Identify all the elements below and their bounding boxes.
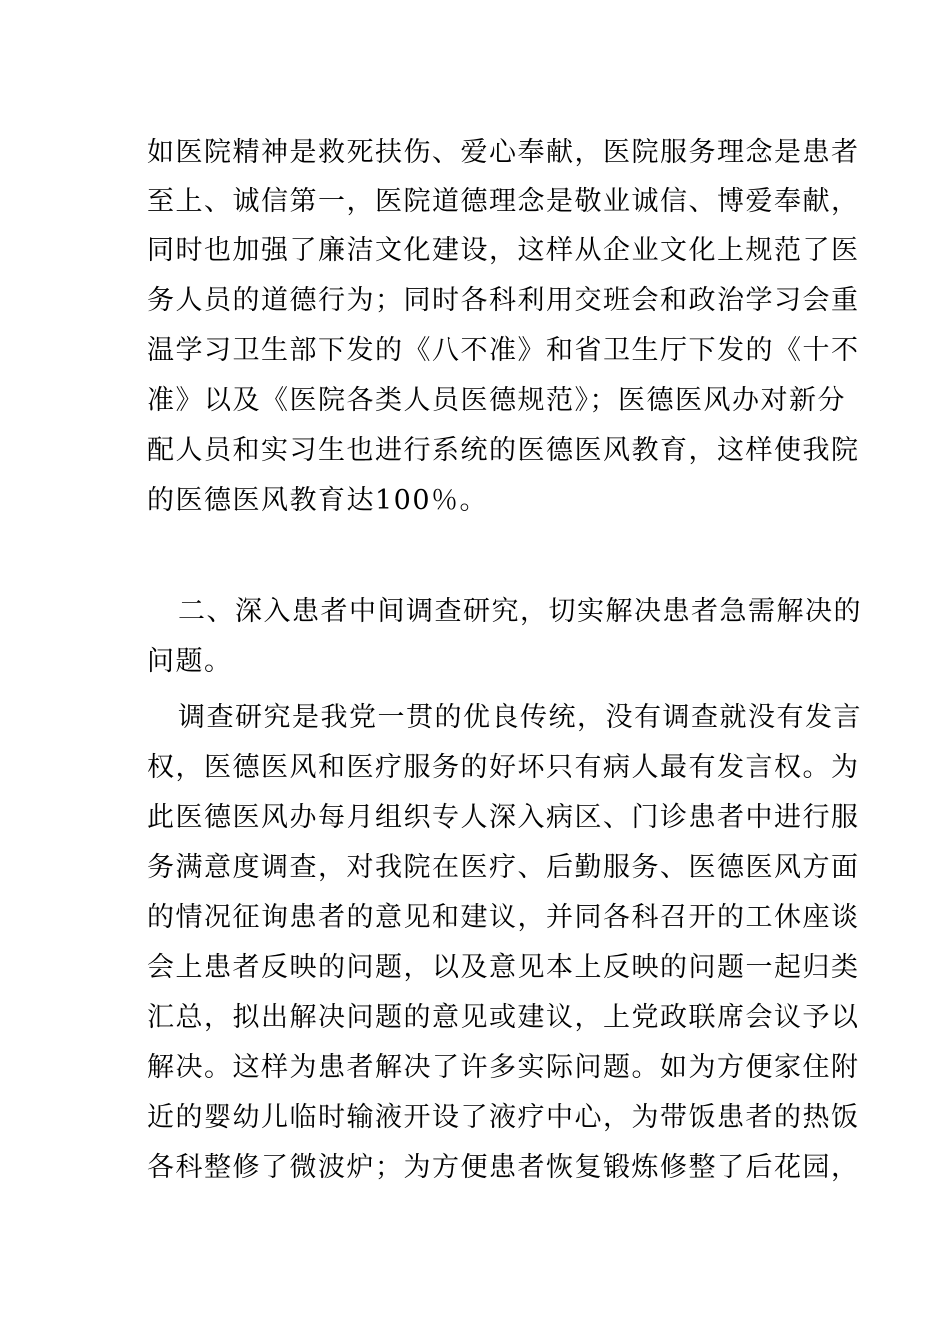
paragraph-1-line-6: 准》以及《医院各类人员医德规范》；医德医风办对新分 <box>147 385 846 416</box>
paragraph-2-line-3: 此医德医风办每月组织专人深入病区、门诊患者中进行服 <box>147 802 860 833</box>
section-2-heading-line-1: 二、深入患者中间调查研究，切实解决患者急需解决的 <box>178 596 862 627</box>
paragraph-2-line-2: 权，医德医风和医疗服务的好坏只有病人最有发言权。为 <box>147 752 860 783</box>
paragraph-1-line-2: 至上、诚信第一，医院道德理念是敬业诚信、博爱奉献， <box>147 186 860 217</box>
paragraph-1-line-1: 如医院精神是救死扶伤、爱心奉献，医院服务理念是患者 <box>147 137 860 168</box>
paragraph-2-line-8: 解决。这样为患者解决了许多实际问题。如为方便家住附 <box>147 1052 860 1083</box>
section-2-heading-line-2: 问题。 <box>147 646 233 677</box>
paragraph-2-line-9: 近的婴幼儿临时输液开设了液疗中心，为带饭患者的热饭 <box>147 1102 860 1133</box>
paragraph-2-line-10: 各科整修了微波炉；为方便患者恢复锻炼修整了后花园， <box>147 1152 860 1183</box>
paragraph-1-line-4: 务人员的道德行为；同时各科利用交班会和政治学习会重 <box>147 285 860 316</box>
paragraph-1-line-3: 同时也加强了廉洁文化建设，这样从企业文化上规范了医 <box>147 235 860 266</box>
paragraph-1-line-7: 配人员和实习生也进行系统的医德医风教育，这样使我院 <box>147 435 860 466</box>
paragraph-1-line-8: 的医德医风教育达100％。 <box>147 485 489 516</box>
paragraph-2-line-5: 的情况征询患者的意见和建议，并同各科召开的工休座谈 <box>147 902 860 933</box>
paragraph-2-line-4: 务满意度调查，对我院在医疗、后勤服务、医德医风方面 <box>147 852 860 883</box>
paragraph-2-line-1: 调查研究是我党一贯的优良传统，没有调查就没有发言 <box>178 702 862 733</box>
paragraph-1-line-5: 温学习卫生部下发的《八不准》和省卫生厅下发的《十不 <box>147 335 860 366</box>
paragraph-2-line-7: 汇总，拟出解决问题的意见或建议，上党政联席会议予以 <box>147 1002 860 1033</box>
paragraph-2-line-6: 会上患者反映的问题，以及意见本上反映的问题一起归类 <box>147 952 860 983</box>
